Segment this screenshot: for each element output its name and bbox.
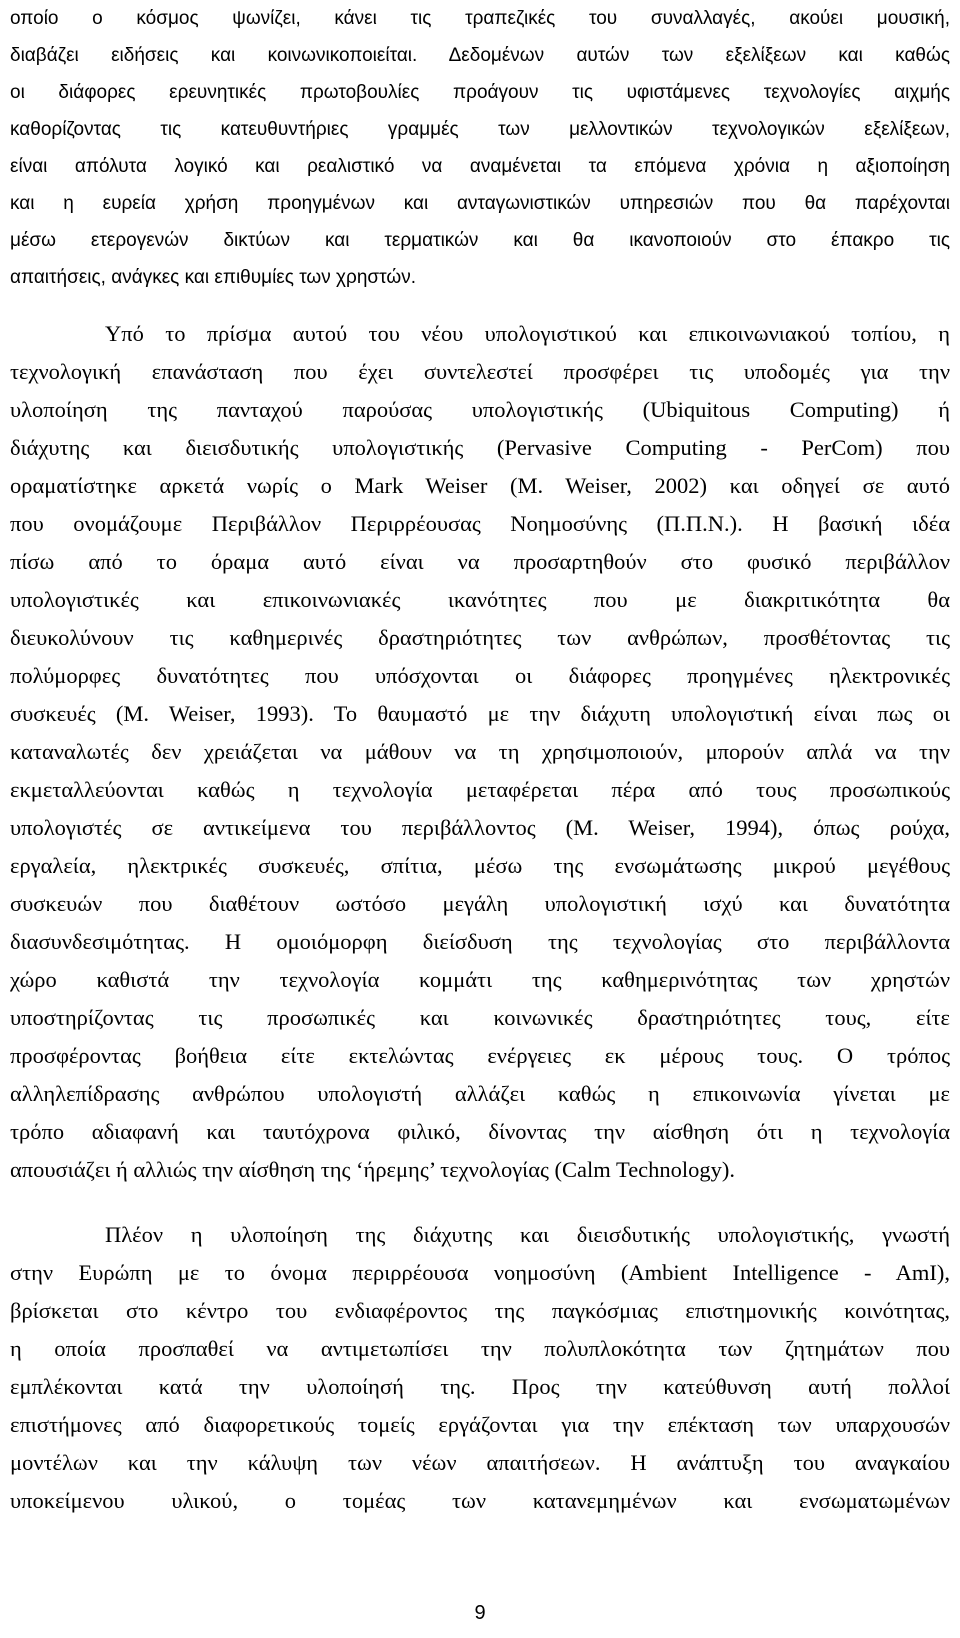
text-line: καθορίζοντας τις κατευθυντήριες γραμμές των μελλοντικών τεχνολογικών εξελίξεων, [10, 119, 950, 140]
text-line: υλοποίηση της πανταχού παρούσας υπολογιστικής (Ubiquitous Computing) ή [10, 397, 950, 422]
text-line: συσκευές (M. Weiser, 1993). Το θαυμαστό με την διάχυτη υπολογιστική είναι πως οι [10, 701, 950, 726]
text-line: διαβάζει ειδήσεις και κοινωνικοποιείται. Δεδομένων αυτών των εξελίξεων και καθώς [10, 45, 950, 66]
text-line: και η ευρεία χρήση προηγμένων και ανταγωνιστικών υπηρεσιών που θα παρέχονται [10, 193, 950, 214]
text-line: απαιτήσεις, ανάγκες και επιθυμίες των χρηστών. [10, 267, 416, 288]
text-line: οραματίστηκε αρκετά νωρίς ο Mark Weiser (M. Weiser, 2002) και οδηγεί σε αυτό [10, 473, 950, 498]
text-line: η οποία προσπαθεί να αντιμετωπίσει την πολυπλοκότητα των ζητημάτων που [10, 1336, 950, 1361]
text-line: απουσιάζει ή αλλιώς την αίσθηση της ‘ήρεμης’ τεχνολογίας (Calm Technology). [10, 1157, 736, 1182]
text-line: πίσω από το όραμα αυτό είναι να προσαρτηθούν στο φυσικό περιβάλλον [10, 549, 950, 574]
text-line: υπολογιστές σε αντικείμενα του περιβάλλοντος (M. Weiser, 1994), όπως ρούχα, [10, 815, 950, 840]
text-line: που ονομάζουμε Περιβάλλον Περιρρέουσας Νοημοσύνης (Π.Π.Ν.). Η βασική ιδέα [10, 511, 950, 536]
text-line: μέσω ετερογενών δικτύων και τερματικών και θα ικανοποιούν στο έπακρο τις [10, 230, 950, 251]
page-number: 9 [474, 1602, 486, 1624]
text-line: υπολογιστικές και επικοινωνιακές ικανότητες που με διακριτικότητα θα [10, 587, 950, 612]
text-line: εργαλεία, ηλεκτρικές συσκευές, σπίτια, μέσω της ενσωμάτωσης μικρού μεγέθους [10, 853, 950, 878]
text-line: αλληλεπίδρασης ανθρώπου υπολογιστή αλλάζει καθώς η επικοινωνία γίνεται με [10, 1081, 950, 1106]
text-line: χώρο καθιστά την τεχνολογία κομμάτι της καθημερινότητας των χρηστών [10, 967, 950, 992]
text-line: τρόπο αδιαφανή και ταυτόχρονα φιλικό, δίνοντας την αίσθηση ότι η τεχνολογία [10, 1119, 950, 1144]
text-line: στην Ευρώπη με το όνομα περιρρέουσα νοημοσύνη (Ambient Intelligence - AmI), [10, 1260, 950, 1285]
text-line: εμπλέκονται κατά την υλοποίησή της. Προς την κατεύθυνση αυτή πολλοί [10, 1374, 950, 1399]
text-line: προσφέροντας βοήθεια είτε εκτελώντας ενέργειες εκ μέρους τους. Ο τρόπος [10, 1043, 950, 1068]
text-line: οποίο ο κόσμος ψωνίζει, κάνει τις τραπεζικές του συναλλαγές, ακούει μουσική, [10, 8, 950, 29]
text-line: οι διάφορες ερευνητικές πρωτοβουλίες προάγουν τις υφιστάμενες τεχνολογίες αιχμής [10, 82, 950, 103]
text-line: εκμεταλλεύονται καθώς η τεχνολογία μεταφέρεται πέρα από τους προσωπικούς [10, 777, 950, 802]
text-line: είναι απόλυτα λογικό και ρεαλιστικό να αναμένεται τα επόμενα χρόνια η αξιοποίηση [10, 156, 950, 177]
text-line: πολύμορφες δυνατότητες που υπόσχονται οι διάφορες προηγμένες ηλεκτρονικές [10, 663, 950, 688]
text-line: διευκολύνουν τις καθημερινές δραστηριότητες των ανθρώπων, προσθέτοντας τις [10, 625, 950, 650]
text-line: Πλέον η υλοποίηση της διάχυτης και διεισδυτικής υπολογιστικής, γνωστή [105, 1222, 950, 1247]
text-line: επιστήμονες από διαφορετικούς τομείς εργάζονται για την επέκταση των υπαρχουσών [10, 1412, 950, 1437]
text-line: καταναλωτές δεν χρειάζεται να μάθουν να τη χρησιμοποιούν, μπορούν απλά να την [10, 739, 950, 764]
text-line: διάχυτης και διεισδυτικής υπολογιστικής (Pervasive Computing - PerCom) που [10, 435, 950, 460]
text-line: βρίσκεται στο κέντρο του ενδιαφέροντος της παγκόσμιας επιστημονικής κοινότητας, [10, 1298, 950, 1323]
text-line: διασυνδεσιμότητας. Η ομοιόμορφη διείσδυση της τεχνολογίας στο περιβάλλοντα [10, 929, 950, 954]
text-line: υποκείμενου υλικού, ο τομέας των κατανεμημένων και ενσωματωμένων [10, 1488, 950, 1513]
text-line: τεχνολογική επανάσταση που έχει συντελεστεί προσφέρει τις υποδομές για την [10, 359, 950, 384]
text-line: μοντέλων και την κάλυψη των νέων απαιτήσεων. Η ανάπτυξη του αναγκαίου [10, 1450, 950, 1475]
text-line: συσκευών που διαθέτουν ωστόσο μεγάλη υπολογιστική ισχύ και δυνατότητα [10, 891, 950, 916]
text-line: υποστηρίζοντας τις προσωπικές και κοινωνικές δραστηριότητες τους, είτε [10, 1005, 950, 1030]
text-line: Υπό το πρίσμα αυτού του νέου υπολογιστικού και επικοινωνιακού τοπίου, η [105, 321, 950, 346]
